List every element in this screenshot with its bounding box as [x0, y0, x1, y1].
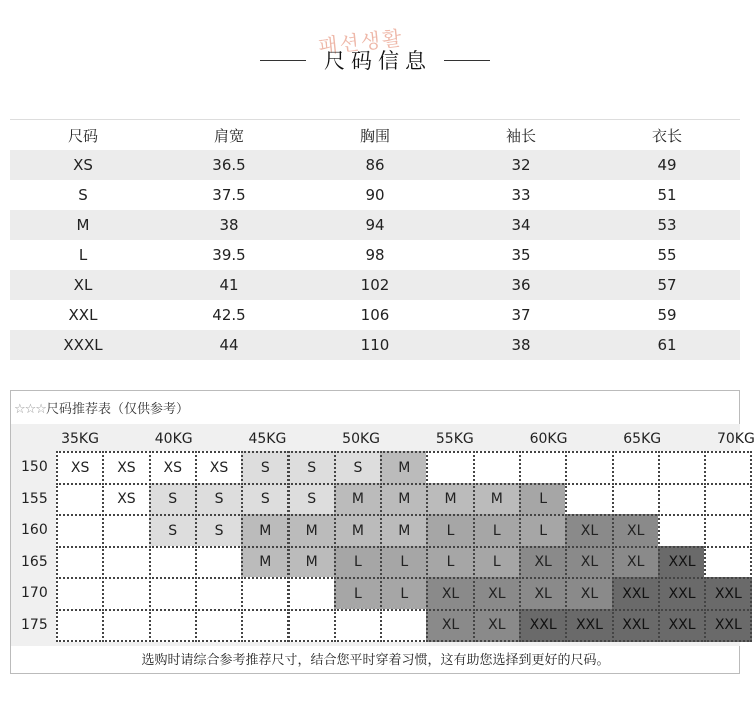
grid-cell: M [426, 483, 474, 517]
table-row [10, 300, 740, 330]
grid-cell [56, 577, 104, 611]
grid-cell [658, 451, 706, 485]
grid-cell [102, 546, 150, 580]
header-cell: 尺码 [67, 126, 98, 145]
grid-cell [288, 609, 336, 643]
star-icons: ☆☆☆ [14, 402, 46, 417]
grid-cell: L [473, 546, 521, 580]
grid-cell: L [426, 546, 474, 580]
grid-cell [426, 451, 474, 485]
title-rule-left [260, 60, 306, 61]
weight-label: 50KG [342, 431, 381, 447]
recommendation-title [14, 398, 189, 417]
grid-cell: XL [473, 577, 521, 611]
grid-cell: M [241, 546, 289, 580]
data-cell: 57 [657, 276, 677, 294]
grid-cell [612, 451, 660, 485]
grid-cell: XXL [612, 609, 660, 643]
page-header [0, 0, 750, 105]
grid-cell: XXL [658, 546, 706, 580]
data-cell: S [78, 186, 88, 204]
data-cell: 53 [657, 216, 677, 234]
grid-cell: M [380, 451, 428, 485]
data-cell: 94 [365, 216, 385, 234]
data-cell: 39.5 [212, 246, 246, 264]
grid-cell [565, 451, 613, 485]
table-row [10, 150, 740, 180]
grid-cell [704, 514, 752, 548]
grid-cell: L [380, 577, 428, 611]
weight-label: 55KG [435, 431, 474, 447]
grid-cell: L [519, 483, 567, 517]
grid-cell: XXL [658, 609, 706, 643]
grid-cell: S [149, 514, 197, 548]
data-cell: 37.5 [212, 186, 246, 204]
weight-label: 70KG [716, 431, 755, 447]
grid-cell: XL [612, 546, 660, 580]
data-cell: 42.5 [212, 306, 246, 324]
grid-cell: S [195, 483, 243, 517]
grid-cell: XL [565, 577, 613, 611]
grid-cell [149, 546, 197, 580]
grid-cell [195, 577, 243, 611]
grid-cell: XL [565, 546, 613, 580]
header-cell: 衣长 [651, 126, 682, 145]
grid-cell: S [288, 483, 336, 517]
data-cell: 41 [219, 276, 239, 294]
grid-cell: XS [102, 483, 150, 517]
grid-cell [102, 577, 150, 611]
data-cell: 49 [657, 156, 677, 174]
grid-cell [241, 577, 289, 611]
grid-cell: XL [473, 609, 521, 643]
grid-cell: XS [102, 451, 150, 485]
table-row [10, 210, 740, 240]
title-rule-right [444, 60, 490, 61]
weight-label: 40KG [154, 431, 193, 447]
grid-cell [56, 514, 104, 548]
data-cell: 35 [511, 246, 531, 264]
data-cell: 34 [511, 216, 531, 234]
grid-cell: XXL [658, 577, 706, 611]
data-cell: 90 [365, 186, 385, 204]
grid-cell [380, 609, 428, 643]
data-cell: XL [73, 276, 93, 294]
grid-cell: XXL [519, 609, 567, 643]
data-cell: XS [73, 156, 93, 174]
height-label: 175 [21, 616, 48, 633]
grid-cell [473, 451, 521, 485]
grid-cell: L [334, 577, 382, 611]
grid-cell: M [380, 483, 428, 517]
grid-cell [288, 577, 336, 611]
data-cell: 59 [657, 306, 677, 324]
grid-cell: XS [195, 451, 243, 485]
grid-cell: S [241, 451, 289, 485]
decorative-script-text: 패션생활 [317, 25, 405, 59]
grid-cell: M [334, 483, 382, 517]
data-cell: 36 [511, 276, 531, 294]
grid-cell: XL [519, 546, 567, 580]
grid-cell [704, 546, 752, 580]
grid-cell [102, 609, 150, 643]
recommendation-grid [11, 424, 755, 646]
grid-cell [56, 609, 104, 643]
weight-label: 45KG [248, 431, 287, 447]
grid-cell: S [241, 483, 289, 517]
grid-cell [56, 546, 104, 580]
height-label: 155 [21, 490, 48, 507]
grid-cell: XL [426, 609, 474, 643]
data-cell: XXL [68, 306, 98, 324]
height-label: 170 [21, 585, 48, 601]
header-cell: 袖长 [505, 126, 536, 145]
grid-cell [241, 609, 289, 643]
grid-cell: XS [56, 451, 104, 485]
table-row [10, 240, 740, 270]
header-cell: 胸围 [359, 126, 390, 145]
grid-cell [658, 514, 706, 548]
data-cell: 38 [219, 216, 239, 234]
height-label: 150 [21, 459, 48, 475]
grid-cell: M [288, 546, 336, 580]
data-cell: 98 [365, 246, 385, 264]
grid-cell: L [334, 546, 382, 580]
grid-cell: XL [565, 514, 613, 548]
grid-cell [565, 483, 613, 517]
data-cell: 110 [360, 336, 390, 354]
data-cell: 106 [360, 306, 390, 324]
data-cell: XXXL [63, 336, 103, 354]
grid-cell [195, 546, 243, 580]
data-cell: 32 [511, 156, 531, 174]
data-cell: 33 [511, 186, 531, 204]
header-cell: 肩宽 [213, 126, 244, 145]
weight-label: 60KG [529, 431, 568, 447]
grid-cell: M [380, 514, 428, 548]
grid-cell [56, 483, 104, 517]
grid-cell [149, 577, 197, 611]
grid-cell: M [473, 483, 521, 517]
data-cell: L [78, 246, 88, 264]
grid-cell: XL [426, 577, 474, 611]
table-row [10, 270, 740, 300]
grid-cell: XXL [704, 609, 752, 643]
grid-cell: XS [149, 451, 197, 485]
grid-cell: M [334, 514, 382, 548]
grid-cell: XXL [565, 609, 613, 643]
grid-cell: XL [612, 514, 660, 548]
data-cell: 102 [360, 276, 390, 294]
grid-cell [658, 483, 706, 517]
grid-cell [519, 451, 567, 485]
height-label: 165 [21, 553, 48, 570]
weight-label: 65KG [623, 431, 662, 447]
grid-cell: S [195, 514, 243, 548]
grid-cell: S [334, 451, 382, 485]
grid-cell: S [288, 451, 336, 485]
grid-cell [149, 609, 197, 643]
data-cell: 44 [219, 336, 239, 354]
recommendation-title-text: 尺码推荐表（仅供参考） [45, 402, 189, 417]
size-table-header [10, 120, 740, 150]
grid-cell: S [149, 483, 197, 517]
height-label: 160 [21, 522, 48, 538]
table-row [10, 180, 740, 210]
page-title: 尺码信息 [324, 49, 432, 73]
data-cell: 86 [365, 156, 385, 174]
grid-cell: L [519, 514, 567, 548]
table-row [10, 330, 740, 360]
data-cell: 51 [657, 186, 677, 204]
data-cell: 38 [511, 336, 531, 354]
grid-cell: M [241, 514, 289, 548]
data-cell: 55 [657, 246, 677, 264]
title-row [0, 44, 750, 76]
grid-cell: L [426, 514, 474, 548]
grid-cell: XXL [612, 577, 660, 611]
data-cell: 37 [511, 306, 531, 324]
grid-cell [612, 483, 660, 517]
grid-cell: L [473, 514, 521, 548]
size-recommendation-chart [10, 390, 755, 674]
grid-cell [704, 451, 752, 485]
grid-cell [102, 514, 150, 548]
weight-label: 35KG [61, 431, 99, 447]
grid-cell: M [288, 514, 336, 548]
grid-cell: XL [519, 577, 567, 611]
grid-cell: L [380, 546, 428, 580]
grid-cell [334, 609, 382, 643]
grid-cell: XXL [704, 577, 752, 611]
data-cell: 36.5 [212, 156, 246, 174]
data-cell: 61 [657, 336, 677, 354]
grid-cell [195, 609, 243, 643]
size-table [10, 119, 740, 360]
data-cell: M [76, 216, 90, 234]
recommendation-note: 选购时请综合参考推荐尺寸，结合您平时穿着习惯，这有助您选择到更好的尺码。 [141, 653, 610, 668]
grid-cell [704, 483, 752, 517]
